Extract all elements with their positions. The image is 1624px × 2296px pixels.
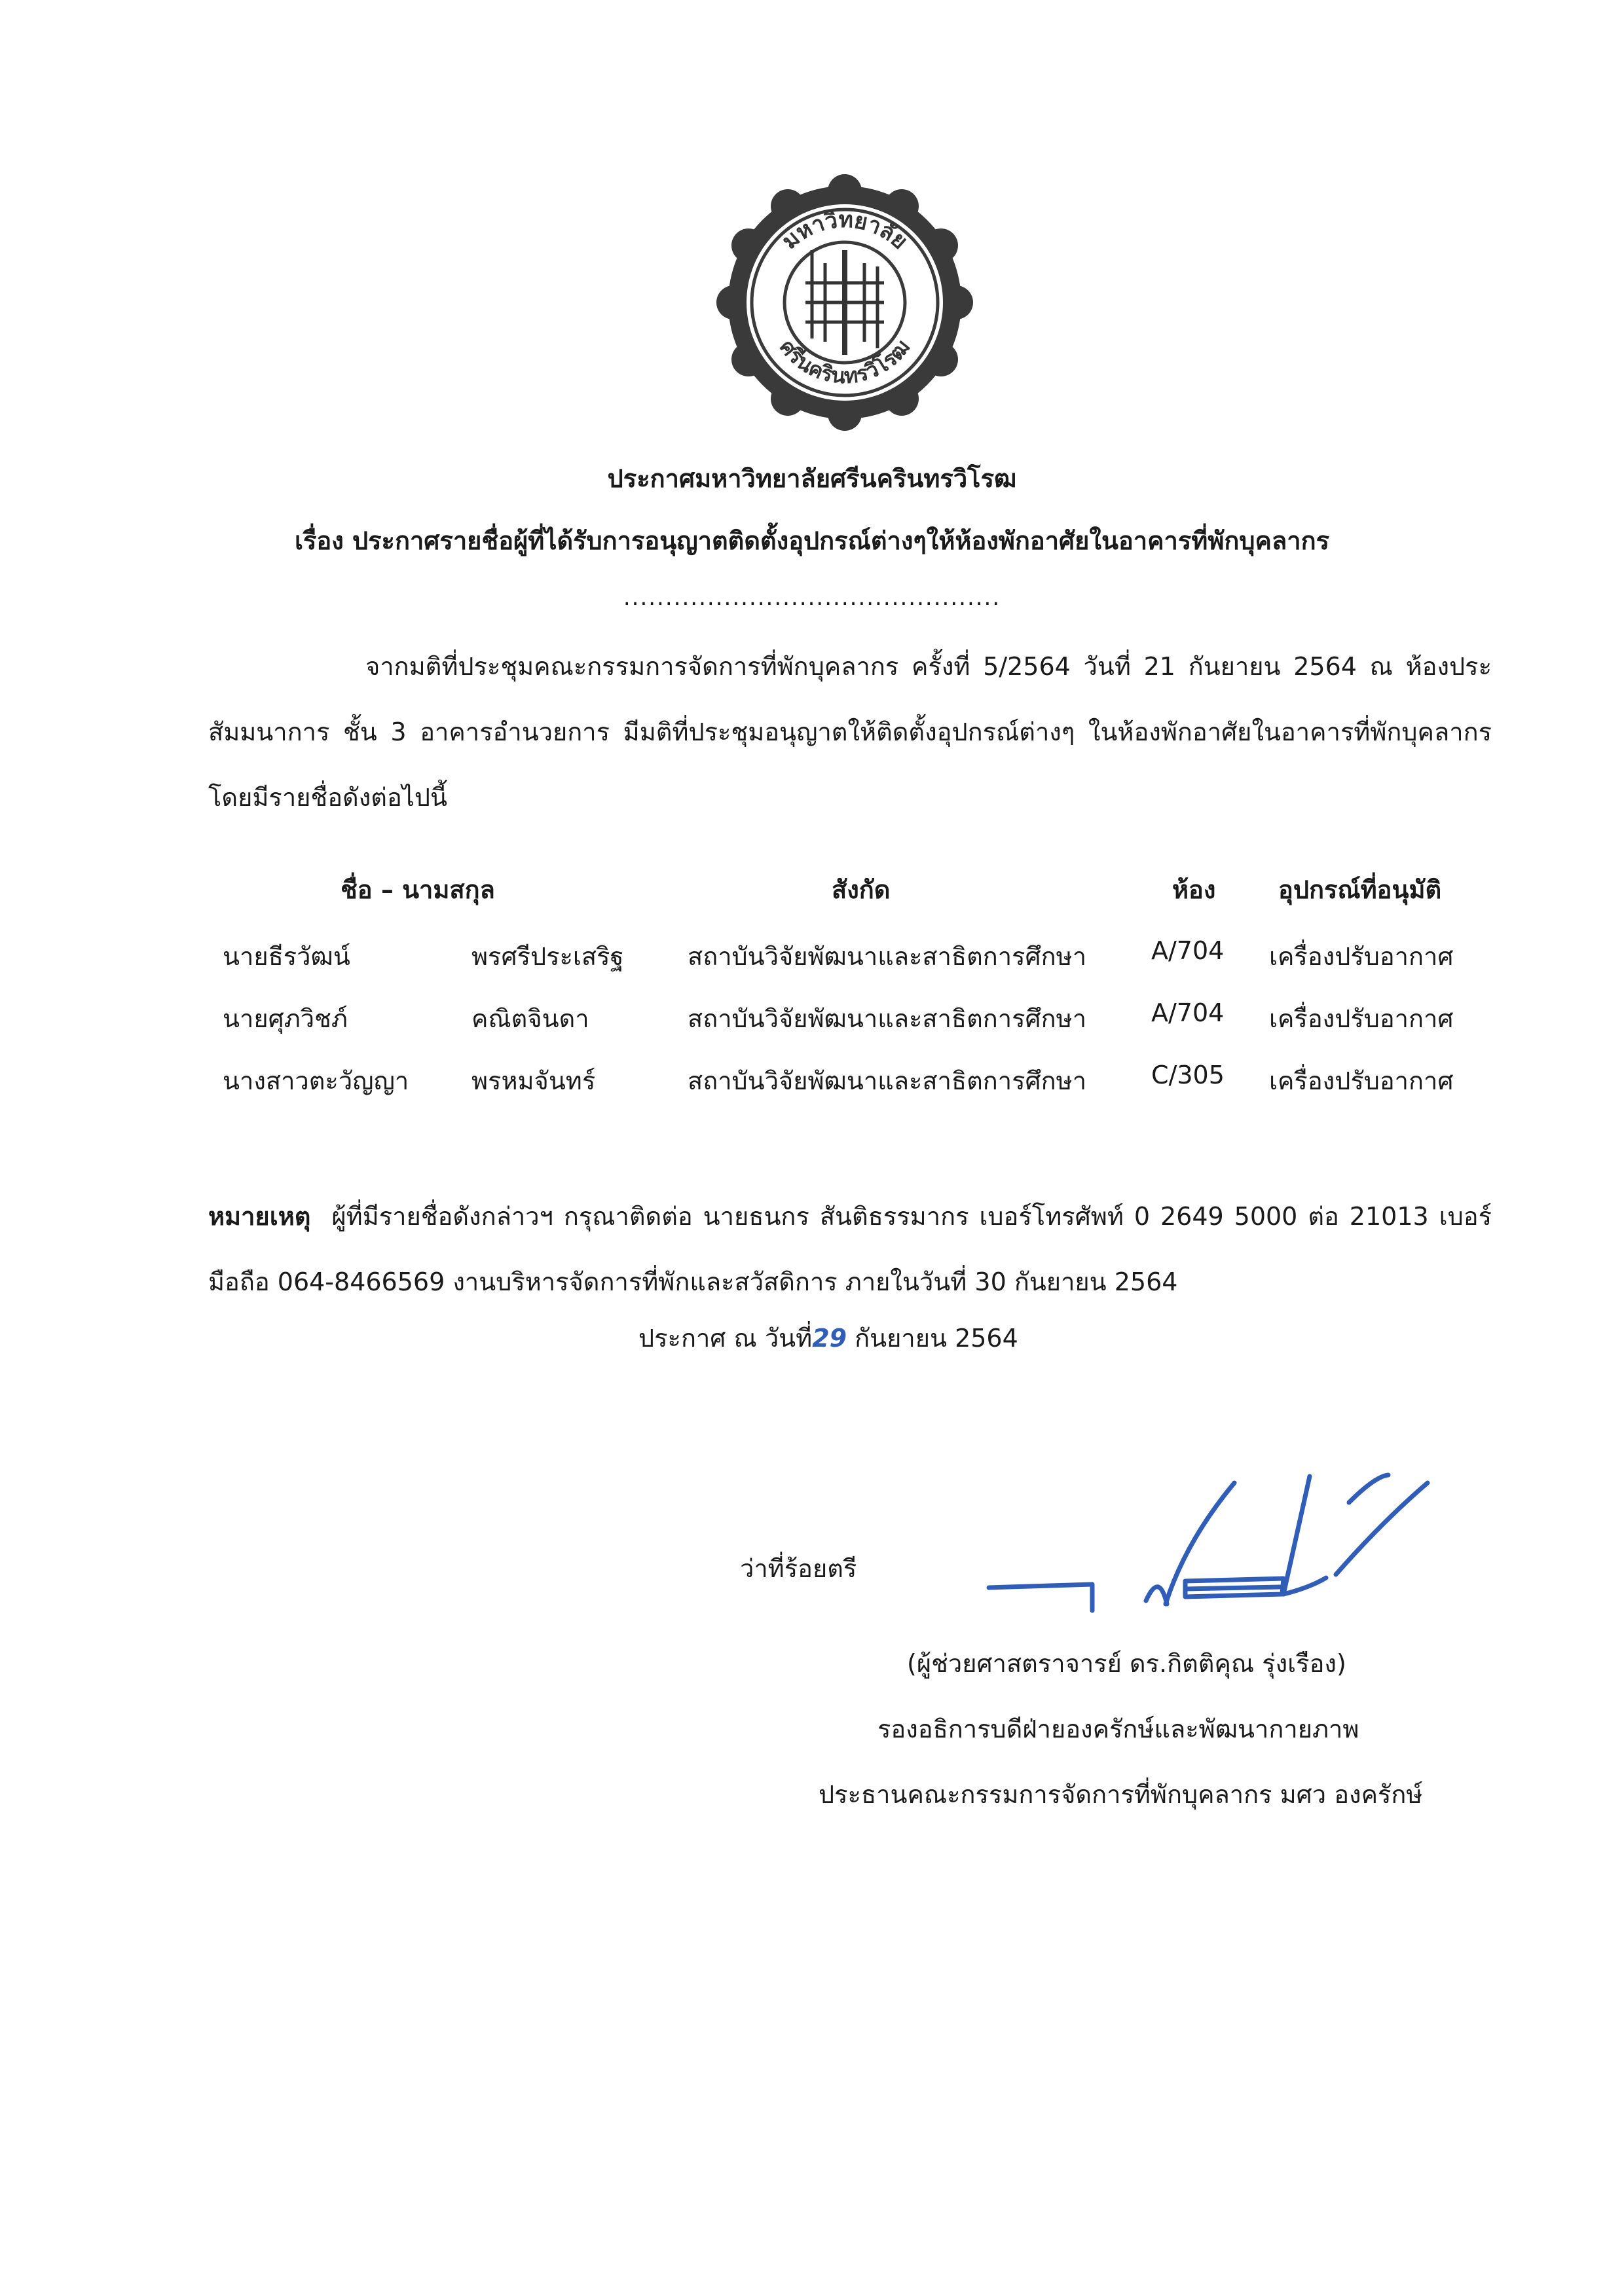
date-suffix: กันยายน 2564 xyxy=(855,1324,1018,1353)
seal-top-text: มหาวิทยาลัย xyxy=(777,206,913,255)
signatory-position-2: ประธานคณะกรรมการจัดการที่พักบุคลากร มศว องครักษ์ xyxy=(819,1780,1423,1809)
university-seal xyxy=(714,172,976,433)
title-separator: ............................................. xyxy=(623,585,1001,611)
header-name: ชื่อ – นามสกุล xyxy=(341,875,495,904)
header-department: สังกัด xyxy=(832,875,891,904)
row-device: เครื่องปรับอากาศ xyxy=(1269,942,1454,971)
note-text: ผู้ที่มีรายชื่อดังกล่าวฯ กรุณาติดต่อ นายธนกร สันติธรรมากร เบอร์โทรศัพท์ 0 2649 5000 ต่อ 21013 เบอร์มือถือ 064-8466569 งานบริหารจัดการที่พักและสวัสดิการ ภายในวันที่ 30 กันยายน 2564 xyxy=(208,1202,1492,1296)
row-device: เครื่องปรับอากาศ xyxy=(1269,1004,1454,1033)
row-device: เครื่องปรับอากาศ xyxy=(1269,1066,1454,1095)
header-device: อุปกรณ์ที่อนุมัติ xyxy=(1278,875,1442,904)
note-label: หมายเหตุ xyxy=(208,1202,311,1231)
acting-rank: ว่าที่ร้อยตรี xyxy=(740,1554,857,1583)
handwritten-day: 29 xyxy=(812,1324,847,1353)
row-first-name: นายธีรวัฒน์ xyxy=(223,942,350,971)
row-department: สถาบันวิจัยพัฒนาและสาธิตการศึกษา xyxy=(688,942,1087,971)
row-department: สถาบันวิจัยพัฒนาและสาธิตการศึกษา xyxy=(688,1004,1087,1033)
row-first-name: นายศุภวิชภ์ xyxy=(223,1004,348,1033)
row-last-name: คณิตจินดา xyxy=(471,1004,589,1033)
row-last-name: พรหมจันทร์ xyxy=(471,1066,596,1095)
row-department: สถาบันวิจัยพัฒนาและสาธิตการศึกษา xyxy=(688,1066,1087,1095)
body-paragraph xyxy=(208,634,1492,830)
header-room: ห้อง xyxy=(1172,875,1216,904)
handwritten-signature xyxy=(969,1463,1441,1633)
note-paragraph xyxy=(208,1184,1492,1315)
announcement-title: ประกาศมหาวิทยาลัยศรีนครินทรวิโรฒ xyxy=(607,464,1017,493)
signatory-name: (ผู้ช่วยศาสตราจารย์ ดร.กิตติคุณ รุ่งเรือง) xyxy=(907,1649,1346,1678)
seal-bottom-text: ศรีนครินทรวิโรฒ xyxy=(775,334,915,389)
row-room: A/704 xyxy=(1151,998,1225,1027)
signatory-position-1: รองอธิการบดีฝ่ายองครักษ์และพัฒนากายภาพ xyxy=(877,1715,1359,1743)
row-first-name: นางสาวตะวัญญา xyxy=(223,1066,409,1095)
date-prefix: ประกาศ ณ วันที่ xyxy=(638,1324,813,1353)
row-room: A/704 xyxy=(1151,936,1225,965)
announcement-date xyxy=(638,1318,1018,1358)
row-room: C/305 xyxy=(1151,1061,1225,1089)
row-last-name: พรศรีประเสริฐ xyxy=(471,942,624,971)
announcement-subject: เรื่อง ประกาศรายชื่อผู้ที่ได้รับการอนุญาตติดตั้งอุปกรณ์ต่างๆให้ห้องพักอาศัยในอาคารที่พักบุคลากร xyxy=(295,526,1329,555)
body-paragraph-text: จากมติที่ประชุมคณะกรรมการจัดการที่พักบุคลากร ครั้งที่ 5/2564 วันที่ 21 กันยายน 2564 ณ ห้องประสัมมนาการ ชั้น 3 อาคารอำนวยการ มีมติที่ประชุมอนุญาตให้ติดตั้งอุปกรณ์ต่างๆ ในห้องพักอาศัยในอาคารที่พักบุคลากร โดยมีรายชื่อดังต่อไปนี้ xyxy=(208,652,1492,812)
